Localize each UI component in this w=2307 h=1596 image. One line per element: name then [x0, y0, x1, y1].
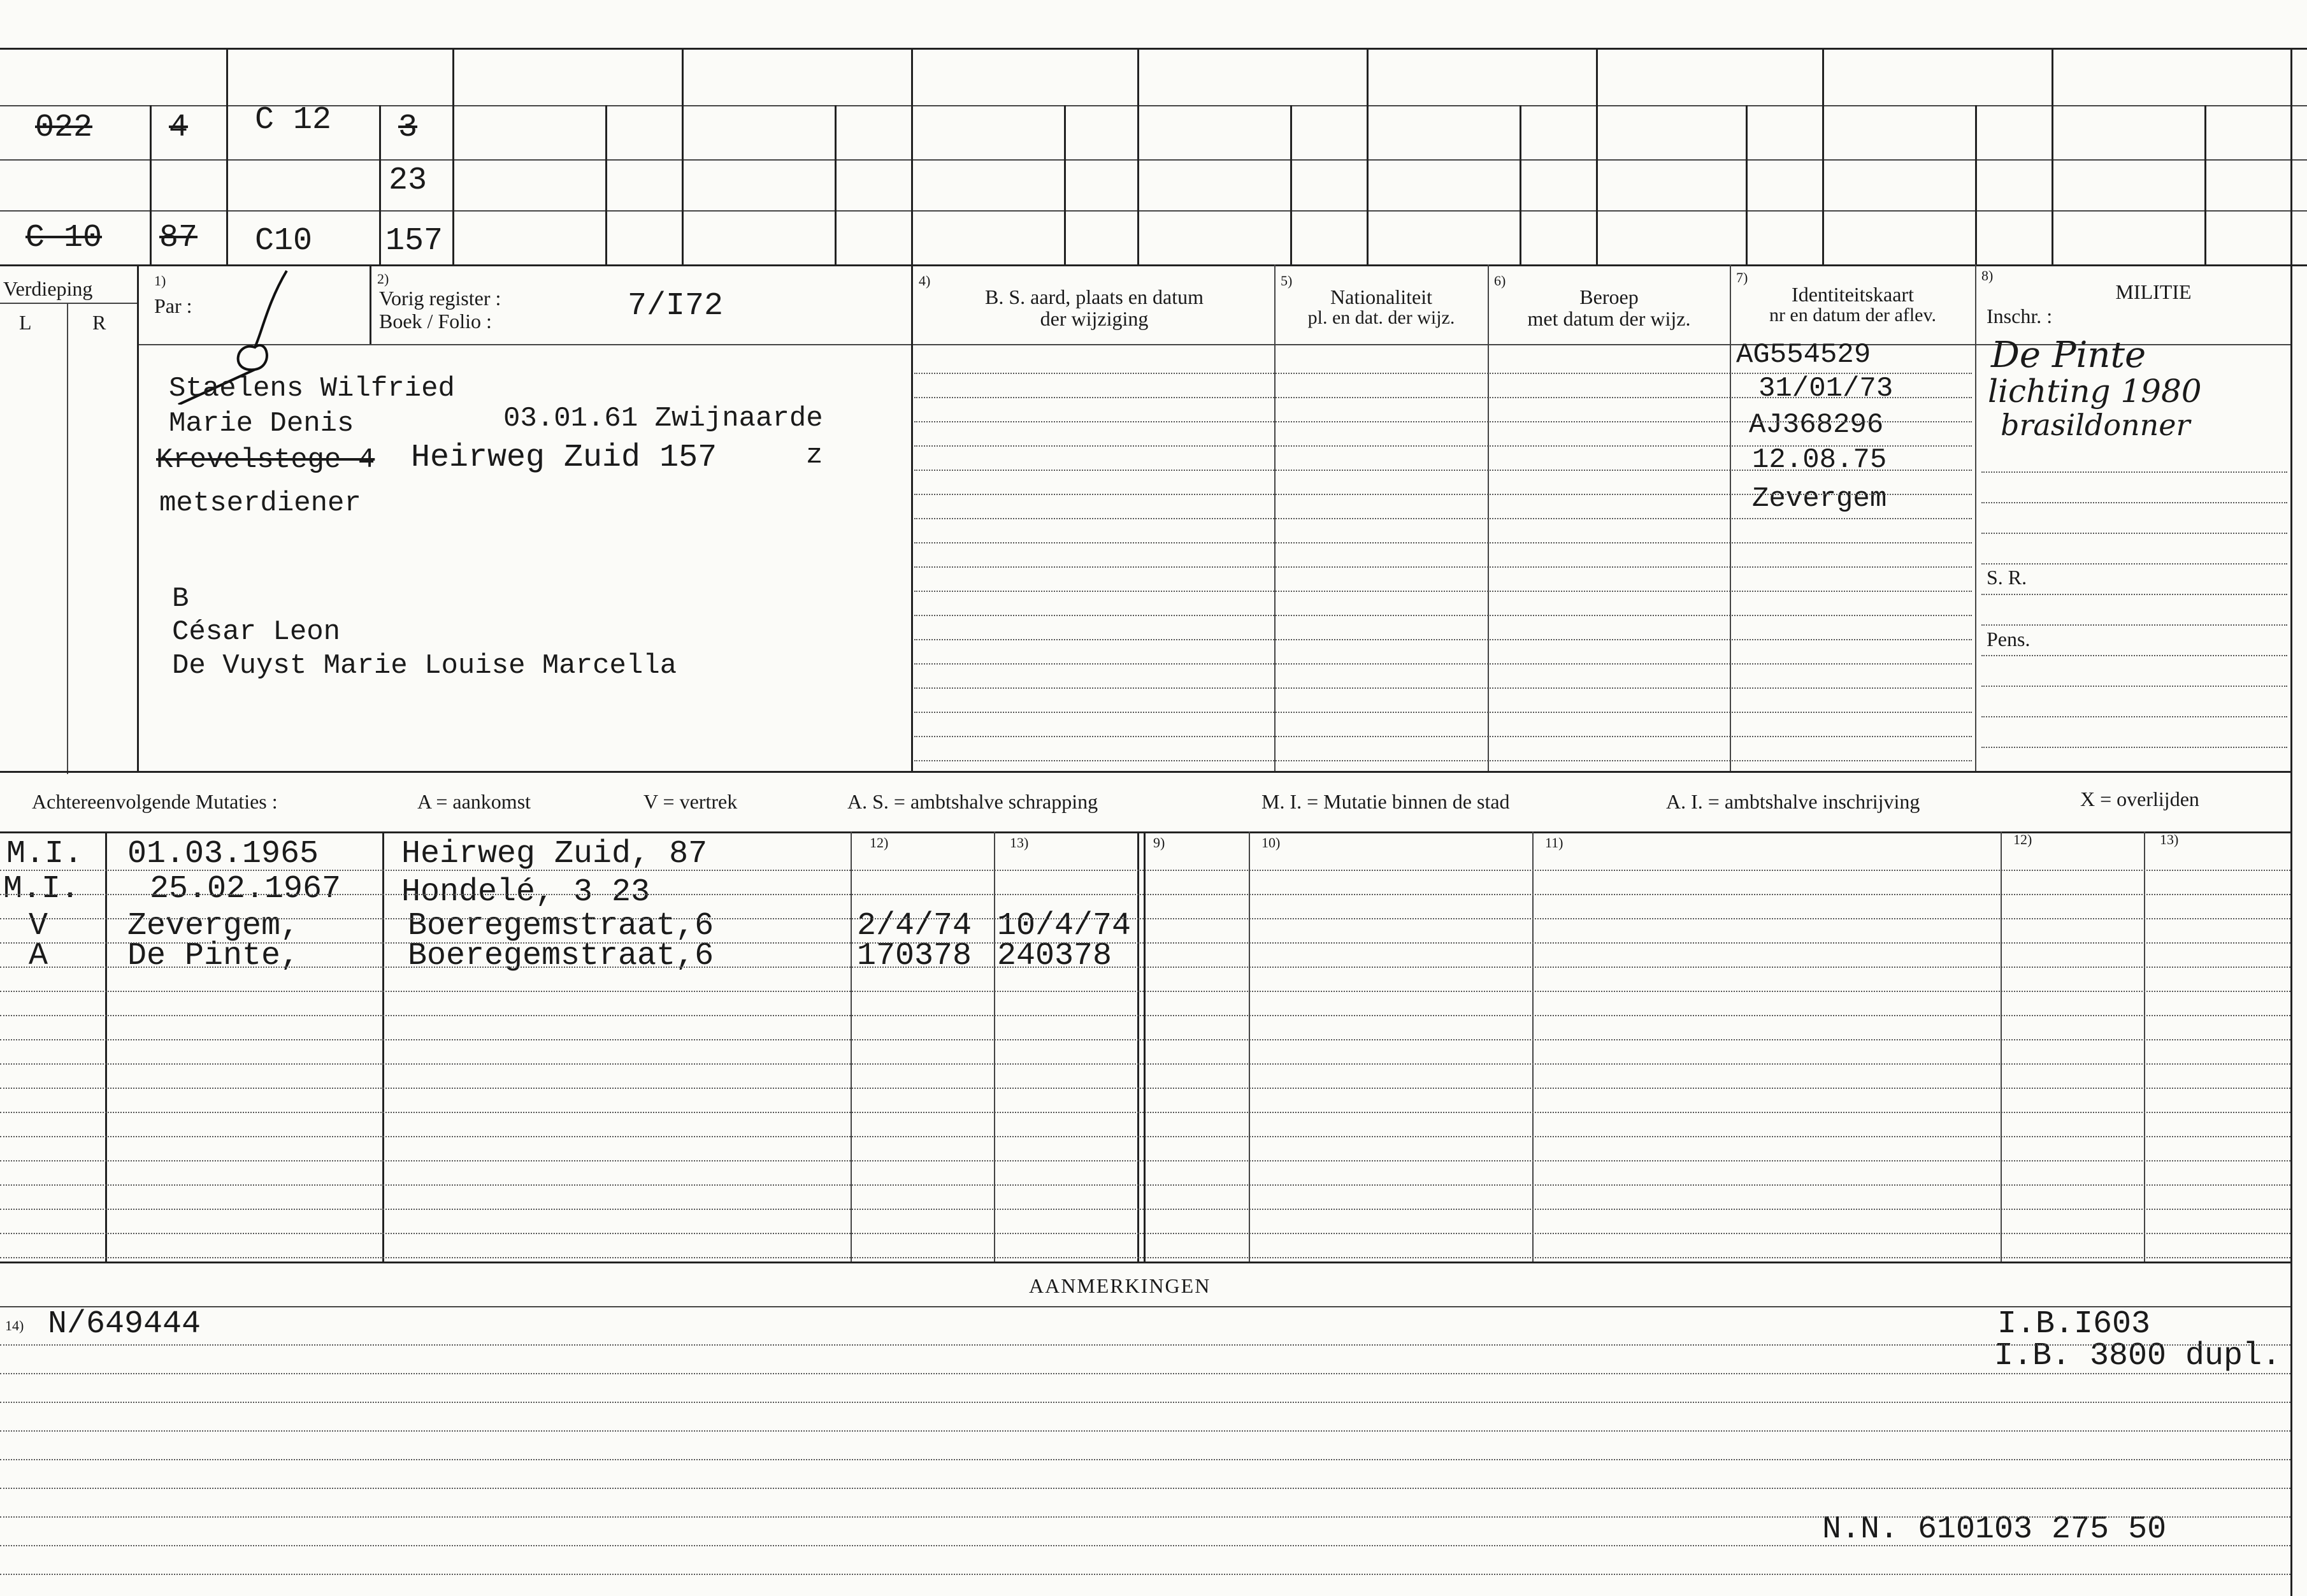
legend-mi: M. I. = Mutatie binnen de stad	[1261, 790, 1510, 813]
mut-col-line	[1532, 831, 1534, 1262]
mut-address: Boeregemstraat,6	[408, 908, 714, 944]
h5-line2: pl. en dat. der wijz.	[1307, 307, 1455, 328]
inschr-label: Inschr. :	[1987, 305, 2053, 327]
ruled-line	[914, 445, 1972, 447]
mut-date: Zevergem,	[127, 908, 300, 944]
grid-col-line	[911, 48, 913, 264]
cell-r1-c: C 12	[255, 102, 332, 138]
vorig-number: 2)	[377, 271, 389, 287]
ruled-line	[0, 1488, 2290, 1489]
h4-line2: der wijziging	[1040, 307, 1149, 330]
mut-address: Heirweg Zuid, 87	[401, 836, 708, 872]
ruled-line	[0, 1373, 2290, 1374]
person-birth: 03.01.61 Zwijnaarde	[503, 403, 823, 435]
h6-line1: Beroep	[1579, 285, 1639, 308]
grid-col-line	[1137, 48, 1139, 264]
legend-x: X = overlijden	[2080, 787, 2199, 810]
id-card-5: Zevergem	[1752, 483, 1887, 515]
cell-r3-b: 87	[159, 220, 198, 256]
cell-r1-b: 4	[169, 110, 189, 146]
section-line	[0, 771, 2290, 773]
ruled-line	[0, 1233, 2290, 1234]
grid-col-line	[1822, 48, 1824, 264]
vorig-register-value: 7/I72	[628, 288, 724, 324]
person-b: B	[172, 583, 189, 615]
col-line-par	[137, 264, 139, 771]
mut-d13: 240378	[997, 938, 1112, 974]
grid-col-line	[1596, 48, 1598, 264]
ruled-line	[0, 991, 2290, 992]
id-card-4: 12.08.75	[1752, 444, 1887, 476]
header-line	[0, 303, 137, 304]
mut-col-10: 10)	[1261, 835, 1281, 851]
person-old-address: Krevelstege 4	[156, 444, 375, 476]
person-occupation: metserdiener	[159, 487, 361, 519]
mut-d12: 170378	[857, 938, 972, 974]
ruled-line	[0, 1088, 2290, 1089]
ruled-line	[0, 1545, 2290, 1546]
mut-col-12: 12)	[870, 835, 889, 851]
remarks-number: 14)	[5, 1318, 24, 1334]
grid-col-line	[682, 48, 684, 264]
remarks-nr: N/649444	[48, 1306, 201, 1342]
ruled-line	[1981, 747, 2287, 748]
boek-folio-label: Boek / Folio :	[379, 310, 492, 333]
legend-ai: A. I. = ambtshalve inschrijving	[1666, 790, 1920, 813]
h7-number: 7)	[1736, 270, 1748, 285]
mutations-bottom-line	[0, 1262, 2290, 1263]
mut-col-line	[1249, 831, 1250, 1262]
ruled-line	[0, 967, 2290, 968]
ruled-line	[0, 1574, 2290, 1575]
pens-label: Pens.	[1987, 628, 2030, 651]
ruled-line	[1981, 624, 2287, 626]
h6-line2: met datum der wijz.	[1527, 307, 1691, 330]
person-father: César Leon	[172, 616, 341, 648]
ruled-line	[0, 1209, 2290, 1210]
l-label: L	[19, 311, 32, 334]
legend-a: A = aankomst	[417, 790, 531, 813]
h7-line1: Identiteitskaart	[1792, 283, 1914, 306]
person-parents: De Vuyst Marie Louise Marcella	[172, 650, 677, 682]
mut-col-11: 11)	[1545, 835, 1563, 851]
grid-bottom-line	[0, 264, 2307, 266]
ruled-line	[914, 712, 1972, 713]
id-card-2: 31/01/73	[1758, 373, 1894, 405]
remarks-nn: N.N. 610103 275 50	[1822, 1511, 2167, 1548]
remarks-line	[0, 1306, 2290, 1307]
person-name: Staelens Wilfried	[169, 373, 455, 405]
grid-col-line	[605, 105, 607, 264]
vorig-register-label: Vorig register :	[379, 287, 501, 310]
mut-d12: 2/4/74	[857, 908, 972, 944]
ruled-line	[0, 870, 2290, 871]
ruled-line	[0, 1063, 2290, 1065]
ruled-line	[914, 373, 1972, 374]
legend-title: Achtereenvolgende Mutaties :	[32, 790, 278, 813]
militie-hand-2: lichting 1980	[1988, 373, 2202, 410]
mut-type: V	[29, 908, 48, 944]
ruled-line	[1981, 563, 2287, 564]
ruled-line	[914, 615, 1972, 616]
h4-number: 4)	[919, 273, 931, 289]
h6-number: 6)	[1494, 273, 1506, 289]
ruled-line	[0, 1459, 2290, 1460]
par-number: 1)	[154, 273, 166, 289]
ruled-line	[914, 687, 1972, 689]
grid-col-line	[1064, 105, 1066, 264]
ruled-line	[0, 1430, 2290, 1432]
ruled-line	[1981, 594, 2287, 595]
ruled-line	[914, 397, 1972, 398]
ruled-line	[914, 663, 1972, 665]
ruled-line	[0, 1160, 2290, 1161]
mut-col-line	[1137, 831, 1139, 1262]
mut-col-13: 13)	[1010, 835, 1029, 851]
ruled-line	[1981, 502, 2287, 503]
id-card-3: AJ368296	[1749, 409, 1884, 441]
mut-col-12b: 12)	[2013, 831, 2032, 847]
ruled-line	[0, 1039, 2290, 1040]
grid-row-line	[0, 210, 2307, 212]
cell-r1-d: 3	[398, 110, 418, 146]
mut-col-line	[105, 831, 107, 1262]
grid-col-line	[1290, 105, 1292, 264]
ruled-line	[1981, 716, 2287, 717]
verdieping-label: Verdieping	[3, 277, 93, 300]
ruled-line	[0, 1257, 2290, 1258]
cell-r3-a: C 10	[25, 220, 103, 256]
right-edge-line	[2290, 48, 2292, 1596]
col-line-8	[1975, 264, 1976, 771]
grid-col-line	[835, 105, 837, 264]
mut-col-line	[994, 831, 995, 1262]
header-bottom-line	[137, 344, 2290, 345]
ruled-line	[914, 421, 1972, 422]
ruled-line	[0, 942, 2290, 944]
grid-col-line	[1520, 105, 1521, 264]
ruled-line	[914, 566, 1972, 568]
h5-line1: Nationaliteit	[1330, 285, 1432, 308]
grid-col-line	[1975, 105, 1977, 264]
cell-r3-d: 157	[385, 223, 443, 259]
mut-address: Boeregemstraat,6	[408, 938, 714, 974]
ruled-line	[914, 518, 1972, 519]
remarks-ib1: I.B.I603	[1997, 1306, 2151, 1342]
ruled-line	[0, 1015, 2290, 1016]
id-card-1: AG554529	[1736, 339, 1871, 371]
mut-col-line	[382, 831, 384, 1262]
remarks-title: AANMERKINGEN	[1029, 1274, 1211, 1297]
ruled-line	[914, 639, 1972, 640]
remarks-ib2: I.B. 3800 dupl.	[1994, 1338, 2282, 1374]
h8-number: 8)	[1981, 268, 1994, 284]
militie-hand-3: brasildonner	[2001, 408, 2190, 442]
ruled-line	[914, 470, 1972, 471]
person-mother: Marie Denis	[169, 408, 354, 440]
grid-col-line	[2052, 48, 2053, 264]
mut-col-9: 9)	[1153, 835, 1165, 851]
ruled-line	[0, 918, 2290, 919]
ruled-line	[914, 494, 1972, 495]
person-z: z	[806, 440, 823, 471]
ruled-line	[1981, 686, 2287, 687]
mut-type: A	[29, 938, 48, 974]
ruled-line	[0, 1516, 2290, 1518]
ruled-line	[1981, 471, 2287, 473]
ruled-line	[1981, 533, 2287, 534]
grid-col-line	[2204, 105, 2206, 264]
mut-col-line	[2144, 831, 2145, 1262]
mut-col-line	[2001, 831, 2002, 1262]
col-line-lr	[67, 303, 68, 774]
mut-date: 01.03.1965	[127, 836, 319, 872]
grid-row-line	[0, 105, 2307, 106]
col-line-vorig	[370, 264, 371, 344]
par-label: Par :	[154, 294, 192, 317]
mut-date: 25.02.1967	[150, 871, 341, 907]
mut-col-13b: 13)	[2160, 831, 2179, 847]
mut-date: De Pinte,	[127, 938, 300, 974]
militie-hand-1: De Pinte	[1991, 334, 2146, 376]
mut-type: M.I.	[6, 836, 83, 872]
ruled-line	[914, 760, 1972, 761]
grid-col-line	[150, 105, 152, 264]
ruled-line	[0, 1112, 2290, 1113]
ruled-line	[0, 1184, 2290, 1186]
ruled-line	[914, 542, 1972, 543]
grid-col-line	[1746, 105, 1748, 264]
grid-row-line	[0, 159, 2307, 161]
r-label: R	[92, 311, 106, 334]
h4-line1: B. S. aard, plaats en datum	[984, 285, 1204, 308]
grid-col-line	[1367, 48, 1369, 264]
legend-as: A. S. = ambtshalve schrapping	[847, 790, 1098, 813]
cell-r2-d: 23	[389, 162, 428, 199]
grid-col-line	[226, 48, 228, 264]
ruled-line	[0, 1136, 2290, 1137]
mut-d13: 10/4/74	[997, 908, 1132, 944]
ruled-line	[0, 1344, 2290, 1346]
ruled-line	[914, 591, 1972, 592]
col-line-4	[911, 264, 913, 771]
ruled-line	[914, 736, 1972, 737]
grid-col-line	[379, 105, 381, 264]
person-address: Heirweg Zuid 157	[411, 440, 717, 476]
legend-v: V = vertrek	[643, 790, 738, 813]
mut-col-line	[851, 831, 852, 1262]
mut-address: Hondelé, 3 23	[401, 874, 650, 910]
h5-number: 5)	[1281, 273, 1293, 289]
mut-col-line	[1144, 831, 1146, 1262]
grid-col-line	[452, 48, 454, 264]
ruled-line	[1981, 655, 2287, 656]
top-border	[0, 48, 2307, 50]
ruled-line	[0, 1402, 2290, 1403]
mut-type: M.I.	[3, 871, 80, 907]
sr-label: S. R.	[1987, 566, 2027, 589]
cell-r1-a: 022	[35, 110, 93, 146]
militie-title: MILITIE	[2115, 280, 2192, 303]
ruled-line	[0, 894, 2290, 895]
h7-line2: nr en datum der aflev.	[1769, 305, 1937, 326]
cell-r3-c: C10	[255, 223, 313, 259]
